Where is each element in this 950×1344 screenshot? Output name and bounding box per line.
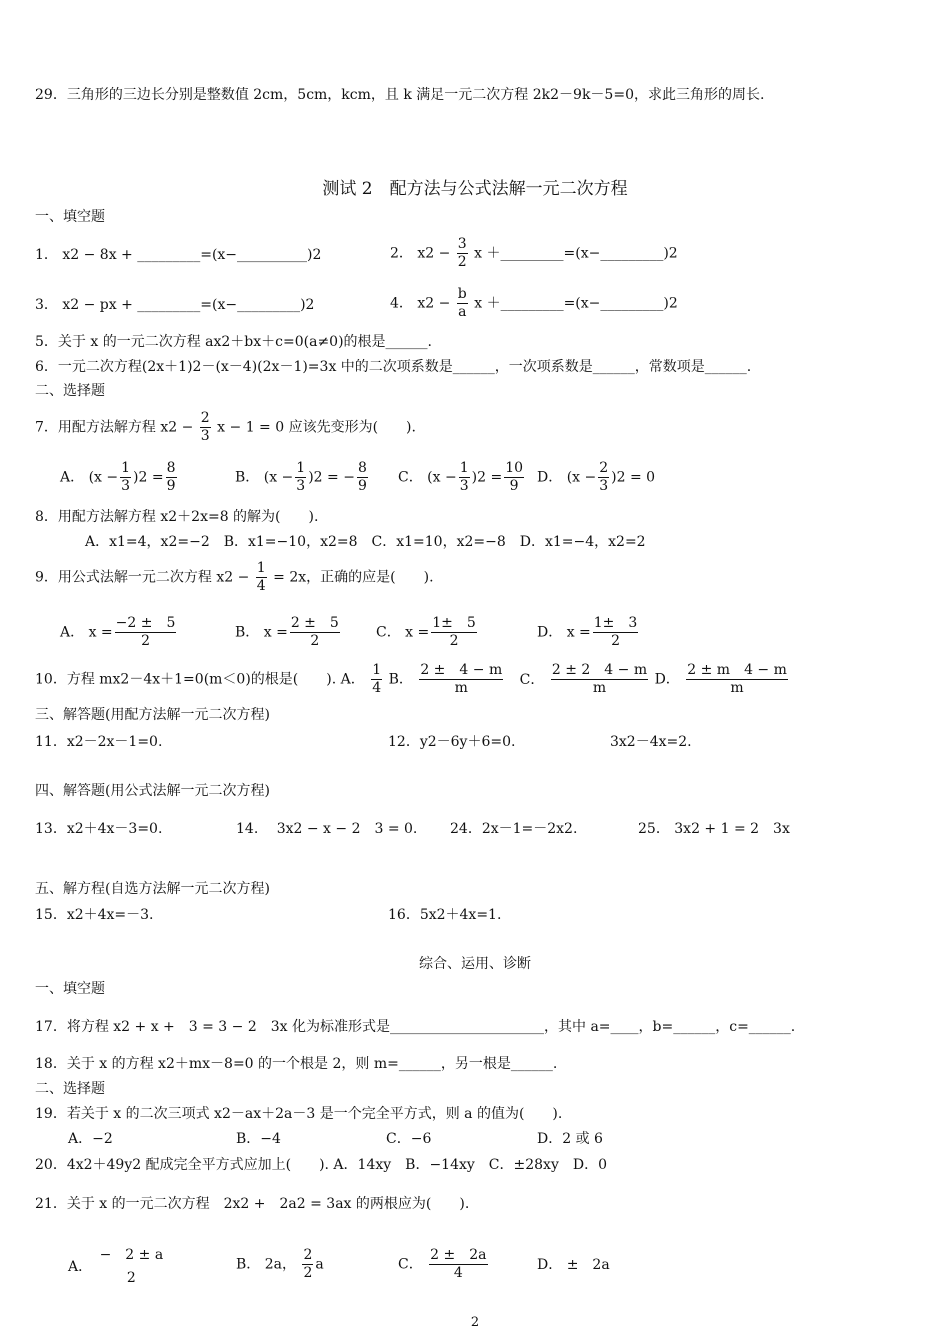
q2-fraction [457, 236, 468, 271]
denominator: 9 [509, 478, 519, 494]
q19-option-b: B．−4 [236, 1131, 281, 1147]
numerator: − 2 ± a [99, 1247, 164, 1263]
q9-denominator: 4 [256, 578, 266, 594]
numerator: 2 ± 4 − m [420, 662, 503, 678]
question-12: 12．y2－6y＋6=0. [388, 734, 516, 750]
option-expr: a [315, 1256, 324, 1273]
option-fraction [99, 1247, 165, 1287]
q7-option-c [398, 460, 526, 495]
option-label: B． [235, 624, 260, 641]
q9-option-c [376, 615, 479, 650]
q9-fraction [256, 560, 267, 595]
option-label: C． [376, 624, 401, 641]
section-title: 测试 2 配方法与公式法解一元二次方程 [322, 179, 628, 199]
q21-option-b [236, 1247, 324, 1282]
question-7 [35, 410, 416, 445]
q4-denominator: a [458, 304, 467, 320]
option-expr: (x − [88, 469, 119, 486]
q2-suffix: x ＋_________=(x−_________)2 [474, 245, 678, 262]
numerator: 2 ± 2a [430, 1247, 487, 1263]
q7-option-a [60, 460, 179, 495]
option-expr: (x − [263, 469, 294, 486]
q9-prefix: 9．用公式法解一元二次方程 x2 − [35, 569, 250, 586]
section-heading-fill: 一、填空题 [35, 209, 105, 225]
denominator: 2 [611, 633, 620, 649]
q21-option-d [537, 1256, 610, 1274]
q9-option-b [235, 615, 342, 650]
question-21: 21．关于 x 的一元二次方程 2x2 + 2a2 = 3ax 的两根应为( ). [35, 1196, 470, 1212]
option-fraction [504, 460, 524, 495]
q7-numerator: 2 [200, 410, 210, 426]
question-4 [390, 286, 678, 321]
q21-option-c [398, 1247, 490, 1282]
question-11: 11．x2－2x－1=0. [35, 734, 163, 750]
question-3: 3． x2 − px + _________=(x−_________)2 [35, 297, 315, 313]
question-2 [390, 236, 678, 271]
option-label: B． [388, 671, 413, 688]
q7-suffix: x − 1 = 0 应该先变形为( ). [217, 419, 416, 436]
question-25: 25． 3x2 + 1 = 2 3x [638, 821, 790, 837]
q4-prefix: 4． x2 − [390, 295, 451, 312]
question-6: 6．一元二次方程(2x＋1)2－(x－4)(2x－1)=3x 中的二次项系数是______，一次项系数是______，常数项是______. [35, 359, 752, 375]
q7-denominator: 3 [200, 428, 210, 444]
q7-fraction [200, 410, 211, 445]
q7-prefix: 7．用配方法解方程 x2 − [35, 419, 194, 436]
option-label: C． [398, 469, 423, 486]
denominator: m [454, 680, 468, 696]
option-fraction [115, 615, 177, 650]
question-17: 17．将方程 x2 + x + 3 = 3 − 2 3x 化为标准形式是______________________，其中 a=____，b=______，c=______. [35, 1019, 796, 1035]
option-expr: x = [405, 624, 430, 641]
numerator: 2 [599, 460, 609, 476]
denominator: 3 [599, 478, 609, 494]
question-18: 18．关于 x 的方程 x2＋mx－8=0 的一个根是 2，则 m=______，另一根是______. [35, 1056, 558, 1072]
option-label: A． [68, 1259, 93, 1275]
question-19: 19．若关于 x 的二次三项式 x2－ax＋2a－3 是一个完全平方式，则 a 的值为( ). [35, 1106, 563, 1122]
denominator: 2 [303, 1265, 313, 1281]
question-10 [35, 662, 790, 697]
option-label: C． [519, 671, 545, 688]
q9-option-d [537, 615, 640, 650]
section-heading-solve-completing-square: 三、解答题(用配方法解一元二次方程) [35, 707, 270, 723]
option-expr: )2 = [471, 469, 503, 486]
option-label: D． [654, 671, 680, 688]
q2-numerator: 3 [457, 236, 467, 252]
denominator: 3 [296, 478, 306, 494]
question-1: 1． x2 − 8x + _________=(x−__________)2 [35, 247, 322, 263]
section-heading-solve-any: 五、解方程(自选方法解一元二次方程) [35, 881, 270, 897]
q7-option-b [235, 460, 370, 495]
q8-options: A．x1=4，x2=−2 B．x1=−10，x2=8 C．x1=10，x2=−8 D．x1=−4，x2=2 [85, 534, 646, 550]
option-fraction [290, 615, 340, 650]
numerator: 1 [121, 460, 131, 476]
q10-option-d-fraction [686, 662, 788, 697]
option-expr: (x − [566, 469, 597, 486]
q2-prefix: 2． x2 − [390, 245, 451, 262]
q10-prefix: 10．方程 mx2－4x＋1=0(m＜0)的根是( ). A． [35, 671, 365, 688]
question-13: 13．x2＋4x－3=0. [35, 821, 163, 837]
question-5: 5．关于 x 的一元二次方程 ax2＋bx＋c=0(a≠0)的根是______. [35, 334, 432, 350]
subtitle: 综合、运用、诊断 [419, 956, 531, 972]
q10-option-c-fraction [551, 662, 648, 697]
denominator: 2 [449, 633, 459, 649]
option-expr: 2a， [264, 1256, 297, 1273]
option-expr: ± 2a [566, 1257, 610, 1273]
option-expr: )2 = [133, 469, 164, 486]
denominator: 2 [126, 1270, 136, 1286]
page-number: 2 [470, 1315, 480, 1330]
option-fraction [593, 615, 639, 650]
option-fraction [431, 615, 477, 650]
option-label: B． [235, 469, 260, 486]
numerator: 2 ± 2 4 − m [551, 662, 648, 678]
option-expr: )2 = 0 [611, 469, 656, 486]
numerator: 1± 5 [432, 615, 476, 631]
question-24: 24．2x－1=－2x2. [450, 821, 578, 837]
option-label: C． [398, 1256, 423, 1273]
q10-option-b-fraction [419, 662, 503, 697]
q2-denominator: 2 [457, 254, 467, 270]
q9-numerator: 1 [256, 560, 266, 576]
denominator: 9 [166, 478, 176, 494]
section-heading-solve-formula: 四、解答题(用公式法解一元二次方程) [35, 783, 270, 799]
option-fraction [120, 460, 131, 495]
numerator: 8 [357, 460, 367, 476]
numerator: −2 ± 5 [115, 615, 176, 631]
denominator: m [592, 680, 607, 696]
question-14: 14. 3x2 − x − 2 3 = 0. [236, 821, 418, 837]
question-9 [35, 560, 434, 595]
q4-fraction [457, 286, 468, 321]
option-fraction [598, 460, 609, 495]
q10-option-a-fraction [371, 662, 382, 697]
option-fraction [357, 460, 368, 495]
q7-option-d [537, 460, 655, 495]
option-expr: x = [88, 624, 113, 641]
section-heading-choice-2: 二、选择题 [35, 1081, 105, 1097]
option-expr: (x − [427, 469, 457, 486]
section-heading-choice: 二、选择题 [35, 383, 105, 399]
denominator: 3 [121, 478, 131, 494]
question-12b: 3x2－4x=2. [610, 734, 692, 750]
option-label: A． [60, 469, 85, 486]
option-label: D． [537, 1257, 563, 1273]
question-16: 16．5x2＋4x=1. [388, 907, 502, 923]
denominator: 9 [357, 478, 367, 494]
q4-numerator: b [457, 286, 467, 302]
q21-option-a [68, 1247, 166, 1287]
numerator: 1 [459, 460, 469, 476]
option-fraction [166, 460, 177, 495]
question-8: 8．用配方法解方程 x2＋2x=8 的解为( ). [35, 509, 319, 525]
option-fraction [302, 1247, 313, 1282]
option-fraction [295, 460, 306, 495]
numerator: 2 [303, 1247, 313, 1263]
option-fraction [429, 1247, 487, 1282]
q19-option-c: C．−6 [386, 1131, 432, 1147]
option-label: D． [537, 469, 563, 486]
option-label: A． [60, 624, 85, 641]
option-expr: )2 = − [308, 469, 355, 486]
q9-suffix: = 2x，正确的应是( ). [273, 569, 434, 586]
q9-option-a [60, 615, 178, 650]
option-fraction [459, 460, 470, 495]
numerator: 10 [505, 460, 524, 476]
denominator: m [730, 680, 744, 696]
question-15: 15．x2＋4x=－3. [35, 907, 154, 923]
denominator: 4 [372, 680, 382, 696]
denominator: 2 [310, 633, 320, 649]
q19-option-d: D．2 或 6 [537, 1131, 603, 1147]
numerator: 2 ± 5 [290, 615, 339, 631]
q4-suffix: x ＋_________=(x−_________)2 [474, 295, 678, 312]
question-29: 29．三角形的三边长分别是整数值 2cm，5cm，kcm，且 k 满足一元二次方程 2k2－9k－5=0，求此三角形的周长. [35, 87, 765, 103]
option-label: B． [236, 1256, 261, 1273]
denominator: 4 [453, 1265, 463, 1281]
option-expr: x = [263, 624, 288, 641]
option-label: D． [537, 624, 563, 641]
numerator: 1 [372, 662, 382, 678]
numerator: 8 [166, 460, 176, 476]
denominator: 2 [141, 633, 150, 649]
numerator: 1 [296, 460, 306, 476]
q19-option-a: A．−2 [68, 1131, 113, 1147]
section-heading-fill-2: 一、填空题 [35, 981, 105, 997]
numerator: 1± 3 [593, 615, 638, 631]
numerator: 2 ± m 4 − m [687, 662, 787, 678]
option-expr: x = [566, 624, 591, 641]
question-20: 20．4x2＋49y2 配成完全平方式应加上( ). A．14xy B．−14xy C．±28xy D．0 [35, 1157, 607, 1173]
denominator: 3 [459, 478, 469, 494]
